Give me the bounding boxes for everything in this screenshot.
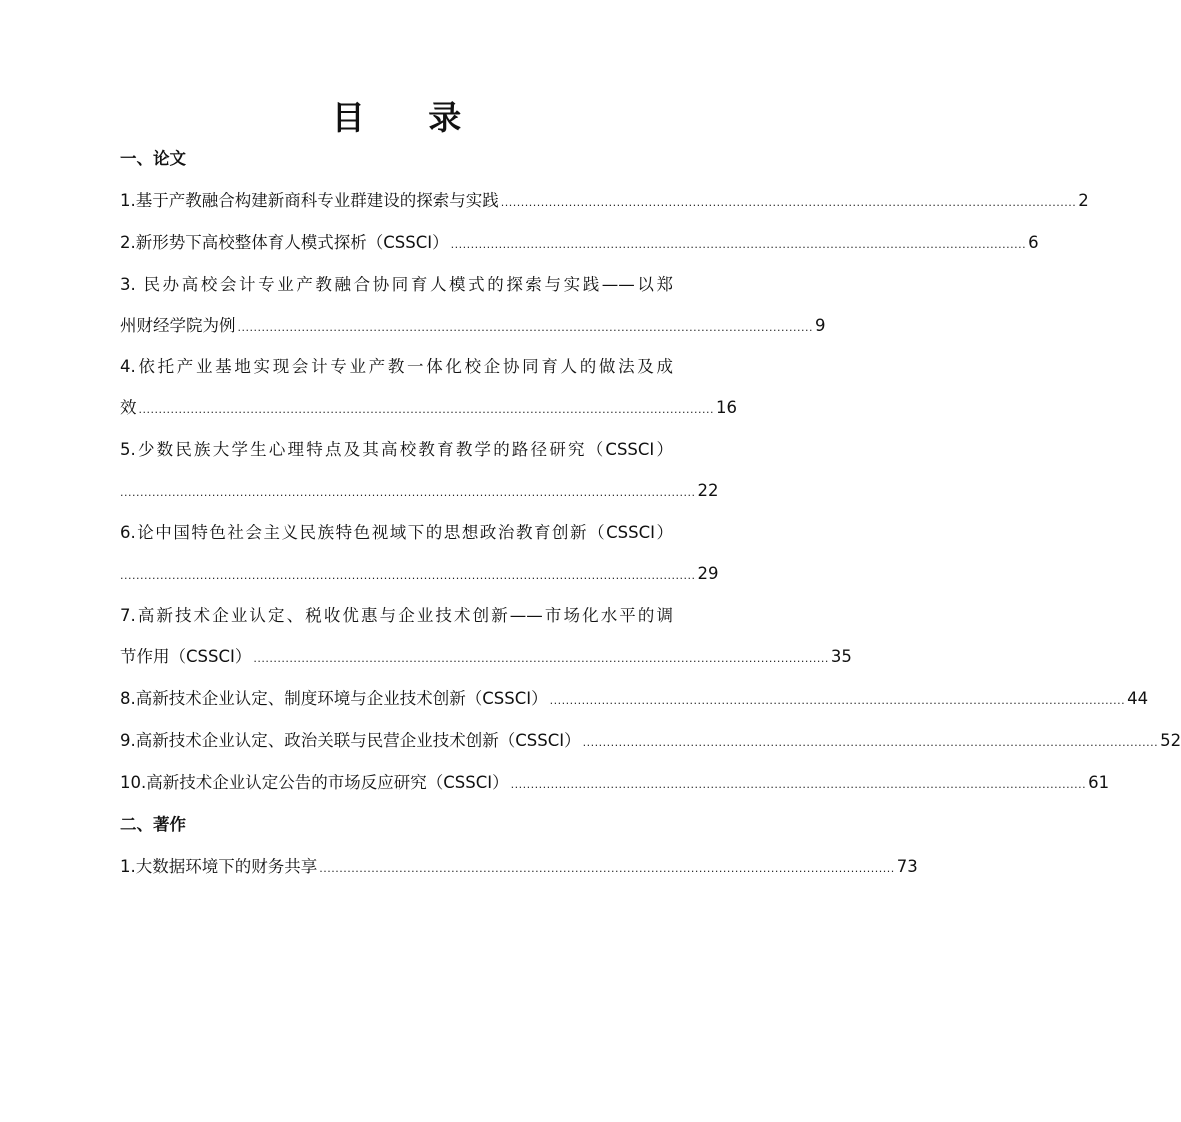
toc-entry-title: 1.大数据环境下的财务共享	[120, 857, 318, 876]
toc-page-number: 35	[830, 647, 852, 666]
toc-entry-line	[120, 231, 1039, 257]
toc-entry-line	[120, 479, 719, 505]
toc-page-number: 73	[896, 857, 918, 876]
toc-entry[interactable]	[120, 438, 719, 505]
toc-entry-title: 9.高新技术企业认定、政治关联与民营企业技术创新（CSSCI）	[120, 731, 581, 750]
toc-entry-line	[120, 729, 1181, 755]
dot-leader: ................................................................................................................................................	[549, 694, 1126, 707]
toc-page-number: 22	[697, 481, 719, 500]
toc-entry[interactable]	[120, 355, 738, 422]
toc-entry[interactable]	[120, 273, 826, 340]
toc-entry-title: 8.高新技术企业认定、制度环境与企业技术创新（CSSCI）	[120, 689, 548, 708]
dot-leader: ................................................................................................................................................	[582, 736, 1159, 749]
toc-entry-line	[120, 771, 1110, 797]
toc-entry-line	[120, 855, 918, 881]
toc-entry-title: 4.依托产业基地实现会计专业产教一体化校企协同育人的做法及成	[120, 357, 673, 376]
toc-entry-line	[120, 314, 826, 340]
toc-entry-line	[120, 189, 1089, 215]
dot-leader: ................................................................................................................................................	[510, 778, 1087, 791]
toc-entry-title-cont: 节作用（CSSCI）	[120, 647, 252, 666]
toc-entry-title: 1.基于产教融合构建新商科专业群建设的探索与实践	[120, 191, 499, 210]
toc-entry[interactable]	[120, 771, 1110, 797]
toc-entry-line	[120, 645, 852, 671]
dot-leader: ................................................................................................................................................	[237, 321, 814, 334]
dot-leader: ................................................................................................................................................	[120, 486, 696, 499]
dot-leader: ................................................................................................................................................	[319, 862, 895, 875]
toc-entry-title: 7.高新技术企业认定、税收优惠与企业技术创新——市场化水平的调	[120, 606, 673, 625]
toc-entry-title: 3. 民办高校会计专业产教融合协同育人模式的探索与实践——以郑	[120, 275, 673, 294]
toc-page-number: 2	[1078, 191, 1089, 210]
toc-entry-line	[120, 396, 738, 422]
toc-entry[interactable]	[120, 189, 1089, 215]
toc-entry-title: 10.高新技术企业认定公告的市场反应研究（CSSCI）	[120, 773, 509, 792]
toc-entry-title-cont: 效	[120, 398, 137, 417]
toc-page-number: 16	[716, 398, 738, 417]
toc-entry[interactable]	[120, 729, 1181, 755]
toc-entry-title: 5.少数民族大学生心理特点及其高校教育教学的路径研究（CSSCI）	[120, 440, 673, 459]
dot-leader: ................................................................................................................................................	[500, 196, 1077, 209]
toc-entry[interactable]	[120, 604, 852, 671]
dot-leader: ................................................................................................................................................	[138, 403, 715, 416]
toc-entry-line	[120, 562, 719, 588]
dot-leader: ................................................................................................................................................	[120, 569, 696, 582]
section-heading-books: 二、著作	[120, 815, 186, 834]
toc-entry[interactable]	[120, 855, 918, 881]
toc-entry[interactable]	[120, 521, 719, 588]
toc-entry-title-cont: 州财经学院为例	[120, 316, 236, 335]
dot-leader: ................................................................................................................................................	[253, 652, 829, 665]
toc-page-number: 44	[1127, 689, 1149, 708]
toc-entry[interactable]	[120, 687, 1149, 713]
toc-entry-line	[120, 604, 673, 628]
toc-entry-title: 2.新形势下高校整体育人模式探析（CSSCI）	[120, 233, 449, 252]
toc-entry-line	[120, 355, 673, 379]
toc-page-number: 9	[815, 316, 826, 335]
toc-page-number: 52	[1160, 731, 1181, 750]
page-title: 目 录	[331, 98, 488, 137]
toc-page-number: 6	[1028, 233, 1039, 252]
toc-page-number: 61	[1088, 773, 1110, 792]
toc-entry-line	[120, 273, 673, 297]
toc-entry-title: 6.论中国特色社会主义民族特色视域下的思想政治教育创新（CSSCI）	[120, 523, 673, 542]
toc-entry-line	[120, 521, 673, 545]
dot-leader: ................................................................................................................................................	[450, 238, 1027, 251]
toc-entry-line	[120, 438, 673, 462]
section-heading-papers: 一、论文	[120, 149, 186, 168]
toc-entry-line	[120, 687, 1149, 713]
toc-entry[interactable]	[120, 231, 1039, 257]
toc-page-number: 29	[697, 564, 719, 583]
